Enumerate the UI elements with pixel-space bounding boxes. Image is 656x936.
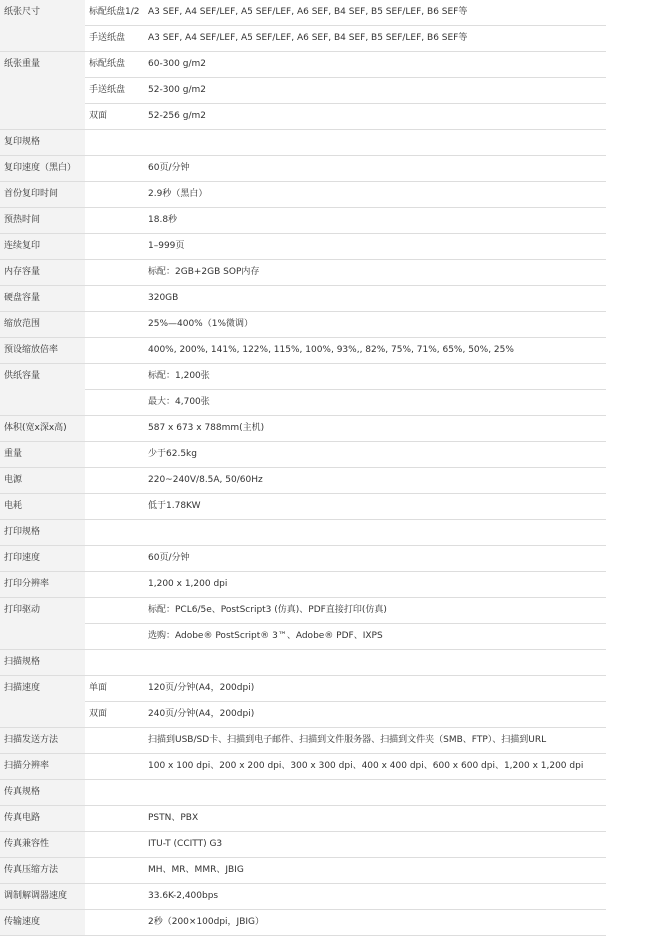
spec-row [0, 702, 606, 728]
section-title: 传真规格 [4, 787, 41, 797]
spec-value: MH、MR、MMR、JBIG [148, 865, 244, 875]
spec-label: 缩放范围 [4, 319, 41, 329]
spec-row [0, 104, 606, 130]
section-title: 打印规格 [4, 527, 41, 537]
spec-label [4, 78, 84, 103]
spec-label: 体积(宽x深x高) [4, 423, 67, 433]
spec-row [0, 338, 606, 364]
spec-label: 复印速度（黑白） [4, 163, 77, 173]
spec-label: 打印驱动 [4, 605, 41, 615]
spec-sublabel: 手送纸盘 [89, 85, 126, 95]
spec-row [0, 468, 606, 494]
spec-value: 120页/分钟(A4，200dpi) [148, 683, 255, 693]
spec-value: 2秒（200×100dpi，JBIG） [148, 917, 265, 927]
spec-row [0, 598, 606, 624]
spec-label: 电源 [4, 475, 23, 485]
spec-value: 1–999页 [148, 241, 185, 251]
spec-label: 供纸容量 [4, 371, 41, 381]
spec-label [4, 702, 84, 727]
spec-value: 18.8秒 [148, 215, 178, 225]
spec-value: 标配：2GB+2GB SOP内存 [148, 267, 260, 277]
spec-row [0, 234, 606, 260]
spec-value: 100 x 100 dpi、200 x 200 dpi、300 x 300 dpi、400 x 400 dpi、600 x 600 dpi、1,200 x 1,200 dpi [148, 761, 584, 771]
spec-value: 2.9秒（黑白） [148, 189, 208, 199]
spec-label [4, 624, 84, 649]
spec-label: 调制解调器速度 [4, 891, 68, 901]
spec-sublabel: 标配纸盘 [89, 59, 126, 69]
spec-row [0, 754, 606, 780]
spec-row [0, 884, 606, 910]
spec-value: 587 x 673 x 788mm(主机) [148, 423, 265, 433]
section-header-row [0, 650, 606, 676]
spec-label: 内存容量 [4, 267, 41, 277]
spec-label: 电耗 [4, 501, 23, 511]
spec-label: 传真电路 [4, 813, 41, 823]
spec-row [0, 312, 606, 338]
spec-sublabel: 标配纸盘1/2 [89, 7, 140, 17]
spec-value [143, 130, 606, 155]
spec-row [0, 260, 606, 286]
spec-value [143, 650, 606, 675]
spec-row [0, 416, 606, 442]
spec-value: 240页/分钟(A4，200dpi) [148, 709, 255, 719]
spec-label: 预设缩放倍率 [4, 345, 59, 355]
section-header-row [0, 780, 606, 806]
section-title: 复印规格 [4, 137, 41, 147]
spec-row [0, 208, 606, 234]
spec-row [0, 286, 606, 312]
spec-sublabel: 双面 [89, 111, 108, 121]
spec-label: 传真压缩方法 [4, 865, 59, 875]
spec-row [0, 832, 606, 858]
spec-label: 扫描发送方法 [4, 735, 59, 745]
spec-row [0, 806, 606, 832]
spec-label: 纸张尺寸 [4, 7, 41, 17]
spec-label: 硬盘容量 [4, 293, 41, 303]
spec-value: 60页/分钟 [148, 163, 190, 173]
spec-value: 最大：4,700张 [148, 397, 210, 407]
spec-sublabel: 双面 [89, 709, 108, 719]
spec-value: 选购：Adobe® PostScript® 3™、Adobe® PDF、IXPS [148, 631, 383, 641]
spec-row [0, 156, 606, 182]
section-header-row [0, 130, 606, 156]
spec-value: 60-300 g/m2 [148, 59, 206, 69]
spec-label: 传真兼容性 [4, 839, 50, 849]
spec-row [0, 572, 606, 598]
spec-value: 320GB [148, 293, 179, 303]
spec-label [4, 104, 84, 129]
spec-value: ITU-T (CCITT) G3 [148, 839, 223, 849]
spec-row [0, 910, 606, 936]
spec-value: 52-300 g/m2 [148, 85, 206, 95]
spec-value: 标配：PCL6/5e、PostScript3 (仿真)、PDF直接打印(仿真) [148, 605, 387, 615]
spec-value: 60页/分钟 [148, 553, 190, 563]
spec-value: 220~240V/8.5A, 50/60Hz [148, 475, 263, 485]
spec-label: 打印速度 [4, 553, 41, 563]
spec-sublabel: 单面 [89, 683, 108, 693]
spec-value: 少于62.5kg [148, 449, 197, 459]
spec-label: 预热时间 [4, 215, 41, 225]
section-title: 扫描规格 [4, 657, 41, 667]
spec-label: 连续复印 [4, 241, 41, 251]
spec-value: A3 SEF, A4 SEF/LEF, A5 SEF/LEF, A6 SEF, B4 SEF, B5 SEF/LEF, B6 SEF等 [148, 7, 468, 17]
spec-row [0, 858, 606, 884]
spec-row [0, 546, 606, 572]
spec-row [0, 0, 606, 26]
spec-label: 首份复印时间 [4, 189, 59, 199]
spec-value: 52-256 g/m2 [148, 111, 206, 121]
spec-sublabel: 手送纸盘 [89, 33, 126, 43]
spec-row [0, 364, 606, 390]
spec-value: 1,200 x 1,200 dpi [148, 579, 228, 589]
spec-label: 传输速度 [4, 917, 41, 927]
spec-row [0, 728, 606, 754]
spec-value: 33.6K-2,400bps [148, 891, 219, 901]
spec-row [0, 78, 606, 104]
spec-value: 25%—400%（1%微调） [148, 319, 254, 329]
spec-value: A3 SEF, A4 SEF/LEF, A5 SEF/LEF, A6 SEF, B4 SEF, B5 SEF/LEF, B6 SEF等 [148, 33, 468, 43]
spec-label: 打印分辨率 [4, 579, 50, 589]
spec-value: 扫描到USB/SD卡、扫描到电子邮件、扫描到文件服务器、扫描到文件夹（SMB、FTP）、扫描到URL [148, 735, 547, 745]
spec-row [0, 442, 606, 468]
spec-label [4, 26, 84, 51]
spec-label: 纸张重量 [4, 59, 41, 69]
spec-value [143, 520, 606, 545]
spec-row [0, 26, 606, 52]
spec-label [4, 390, 84, 415]
spec-value: 标配：1,200张 [148, 371, 210, 381]
spec-label: 扫描速度 [4, 683, 41, 693]
spec-value: 400%, 200%, 141%, 122%, 115%, 100%, 93%,, 82%, 75%, 71%, 65%, 50%, 25% [148, 345, 514, 355]
spec-row [0, 182, 606, 208]
spec-value: 低于1.78KW [148, 501, 201, 511]
spec-value [143, 780, 606, 805]
spec-row [0, 390, 606, 416]
spec-label: 扫描分辨率 [4, 761, 50, 771]
spec-label: 重量 [4, 449, 23, 459]
spec-row [0, 52, 606, 78]
spec-row [0, 624, 606, 650]
spec-row [0, 676, 606, 702]
section-header-row [0, 520, 606, 546]
spec-row [0, 494, 606, 520]
spec-value: PSTN、PBX [148, 813, 199, 823]
